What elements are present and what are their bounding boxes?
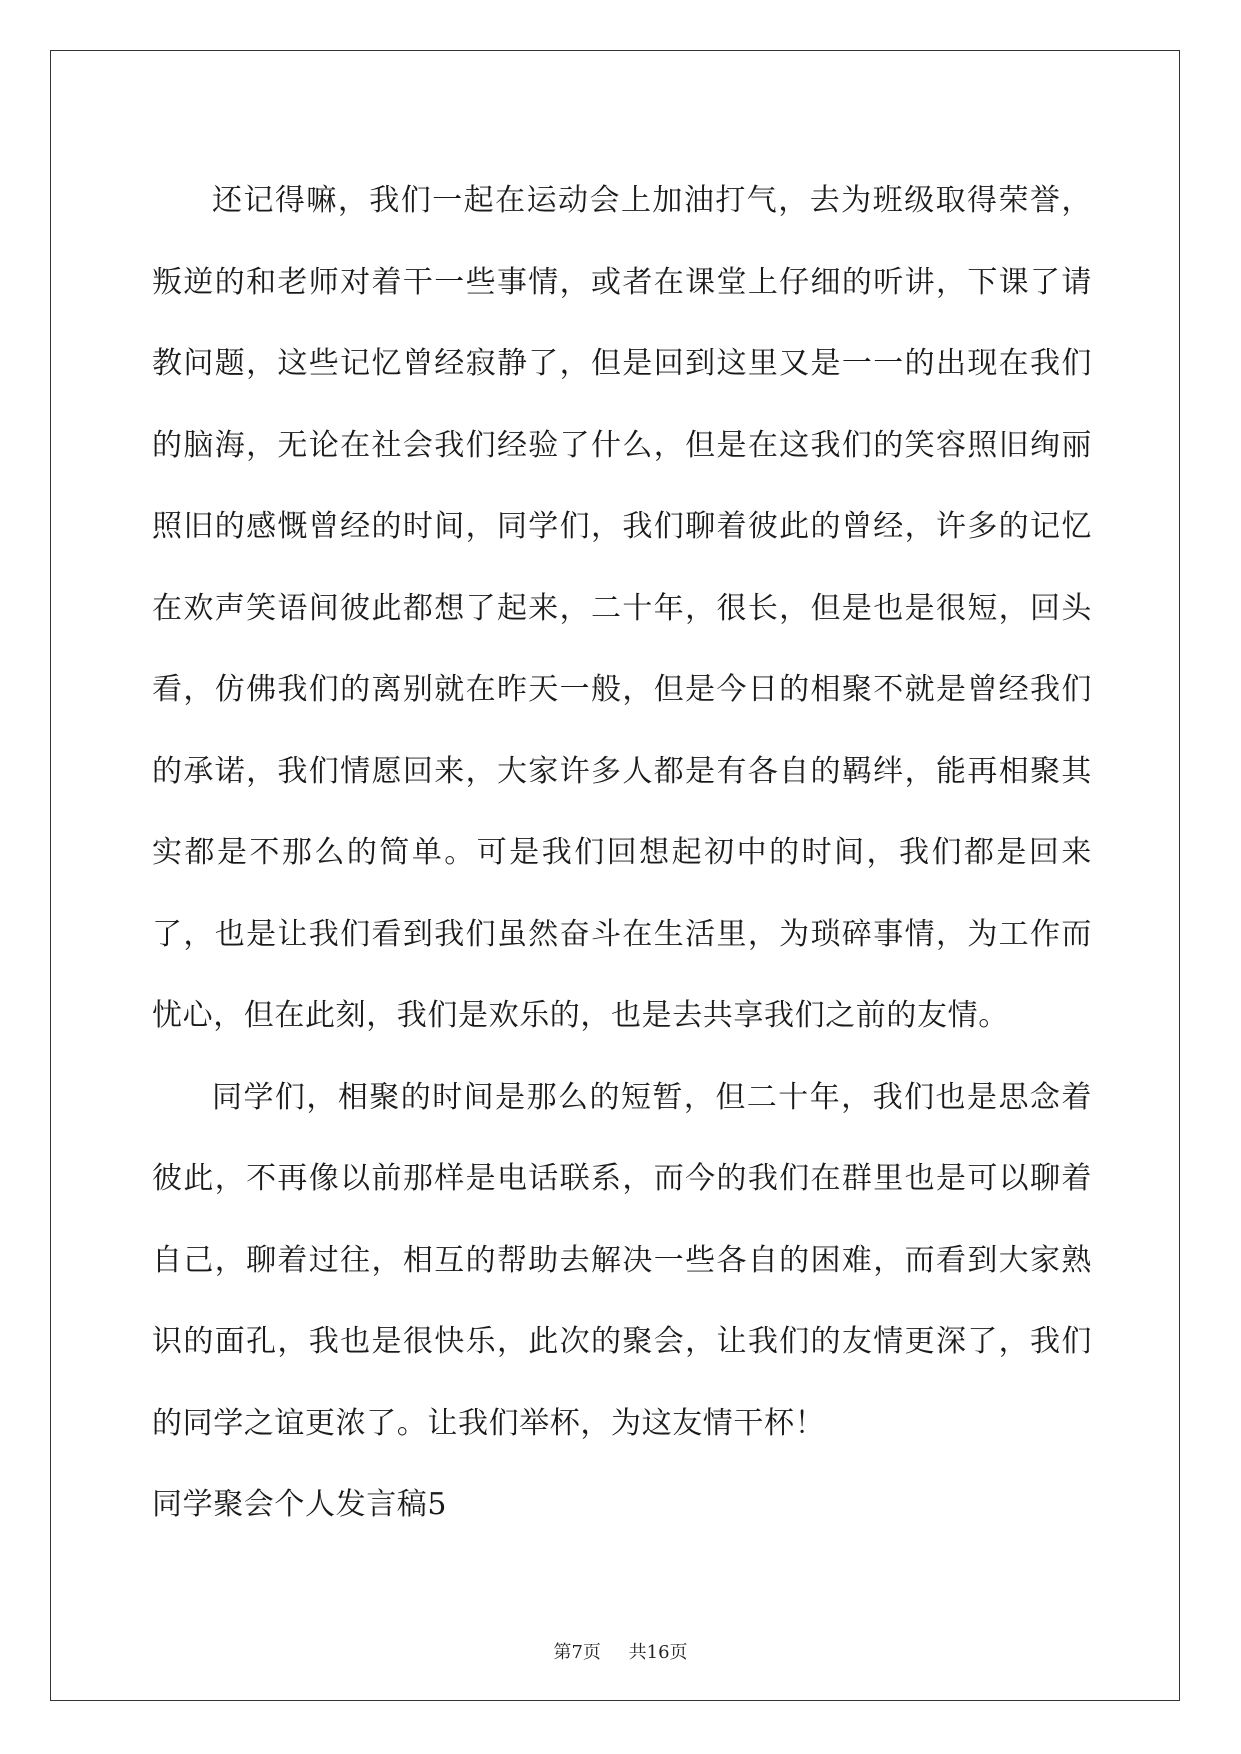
page-footer [0, 1638, 1241, 1664]
document-body [152, 160, 1092, 1546]
section-heading: 同学聚会个人发言稿5 [152, 1487, 448, 1522]
page-total: 共16页 [628, 1642, 688, 1663]
paragraph-2: 同学们，相聚的时间是那么的短暂，但二十年，我们也是思念着彼此，不再像以前那样是电话联系，而今的我们在群里也是可以聊着自己，聊着过往，相互的帮助去解决一些各自的困难，而看到大家熟识的面孔，我也是很快乐，此次的聚会，让我们的友情更深了，我们的同学之谊更浓了。让我们举杯，为这友情干杯！ [152, 1079, 1092, 1441]
page-number: 第7页 [553, 1642, 601, 1663]
paragraph-1: 还记得嘛，我们一起在运动会上加油打气，去为班级取得荣誉，叛逆的和老师对着干一些事情，或者在课堂上仔细的听讲，下课了请教问题，这些记忆曾经寂静了，但是回到这里又是一一的出现在我们的脑海，无论在社会我们经验了什么，但是在这我们的笑容照旧绚丽照旧的感慨曾经的时间，同学们，我们聊着彼此的曾经，许多的记忆在欢声笑语间彼此都想了起来，二十年，很长，但是也是很短，回头看，仿佛我们的离别就在昨天一般，但是今日的相聚不就是曾经我们的承诺，我们情愿回来，大家许多人都是有各自的羁绊，能再相聚其实都是不那么的简单。可是我们回想起初中的时间，我们都是回来了，也是让我们看到我们虽然奋斗在生活里，为琐碎事情，为工作而忧心，但在此刻，我们是欢乐的，也是去共享我们之前的友情。 [152, 183, 1092, 1033]
